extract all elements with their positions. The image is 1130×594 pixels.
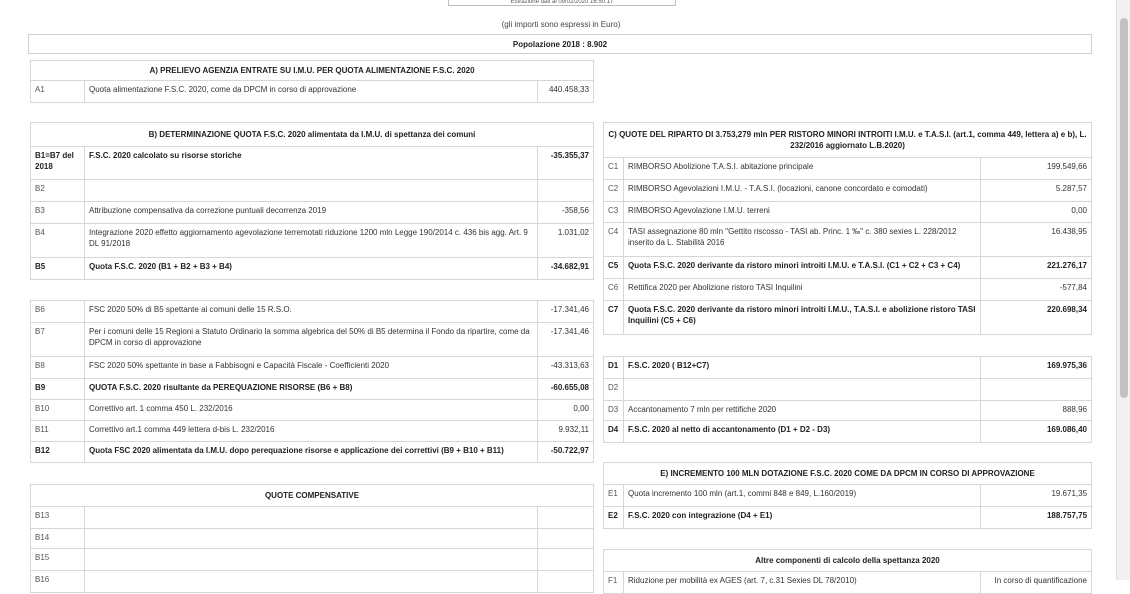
- row-value: 9.932,11: [538, 421, 594, 442]
- section-e-table: [603, 462, 1092, 529]
- row-value: 188.757,75: [981, 507, 1092, 529]
- row-description: [624, 379, 981, 401]
- row-code: B15: [31, 549, 85, 571]
- row-code: B16: [31, 571, 85, 593]
- row-value: -577,84: [981, 279, 1092, 301]
- row-value: 440.458,33: [538, 81, 594, 103]
- row-description: RIMBORSO Agevolazione I.M.U. terreni: [624, 202, 981, 223]
- row-description: F.S.C. 2020 con integrazione (D4 + E1): [624, 507, 981, 529]
- row-description: Riduzione per mobilità ex AGES (art. 7, c.31 Sexies DL 78/2010): [624, 572, 981, 594]
- row-value: 1.031,02: [538, 224, 594, 258]
- row-description: Correttivo art.1 comma 449 lettera d-bis L. 232/2016: [85, 421, 538, 442]
- row-value: 220.698,34: [981, 301, 1092, 335]
- row-description: TASI assegnazione 80 mln "Gettito riscosso - TASI ab. Princ. 1 ‰" c. 380 sexies L. 228/2012 inserito da L. Stabilità 2016: [624, 223, 981, 257]
- row-description: RIMBORSO Abolizione T.A.S.I. abitazione principale: [624, 158, 981, 180]
- row-code: E1: [604, 485, 624, 507]
- row-code: B9: [31, 379, 85, 400]
- row-description: [85, 180, 538, 202]
- row-value: -50.722,97: [538, 442, 594, 463]
- row-code: C1: [604, 158, 624, 180]
- row-value: 169.975,36: [981, 357, 1092, 379]
- section-d-table: [603, 356, 1092, 443]
- row-description: Rettifica 2020 per Abolizione ristoro TASI Inquilini: [624, 279, 981, 301]
- row-code: B12: [31, 442, 85, 463]
- row-code: C7: [604, 301, 624, 335]
- row-value: 0,00: [538, 400, 594, 421]
- extraction-date-text: Estrazione dati al 09/02/2020 16:50:17: [510, 0, 614, 5]
- row-description: QUOTA F.S.C. 2020 risultante da PEREQUAZIONE RISORSE (B6 + B8): [85, 379, 538, 400]
- row-code: E2: [604, 507, 624, 529]
- row-value: [981, 379, 1092, 401]
- row-code: D3: [604, 401, 624, 421]
- row-value: 5.287,57: [981, 180, 1092, 202]
- row-value: [538, 549, 594, 571]
- row-description: Quota incremento 100 mln (art.1, commi 848 e 849, L.160/2019): [624, 485, 981, 507]
- altre-componenti-table: [603, 549, 1092, 594]
- row-code: B7: [31, 323, 85, 357]
- section-b-title: B) DETERMINAZIONE QUOTA F.S.C. 2020 alimentata da I.M.U. di spettanza dei comuni: [31, 123, 594, 147]
- row-code: D1: [604, 357, 624, 379]
- row-value: -17.341,46: [538, 301, 594, 323]
- row-code: C2: [604, 180, 624, 202]
- section-b-table: [30, 122, 594, 463]
- row-code: B1=B7 del 2018: [31, 147, 85, 180]
- section-a-table: [30, 60, 594, 103]
- row-code: C4: [604, 223, 624, 257]
- row-value: 888,96: [981, 401, 1092, 421]
- population-header: Popolazione 2018 : 8.902: [28, 34, 1092, 54]
- row-description: Correttivo art. 1 comma 450 L. 232/2016: [85, 400, 538, 421]
- row-code: B10: [31, 400, 85, 421]
- extraction-date-box: [448, 0, 676, 6]
- row-code: B3: [31, 202, 85, 224]
- row-value: 16.438,95: [981, 223, 1092, 257]
- row-value: 221.276,17: [981, 257, 1092, 279]
- row-description: F.S.C. 2020 calcolato su risorse storiche: [85, 147, 538, 180]
- row-description: Attribuzione compensativa da correzione puntuali decorrenza 2019: [85, 202, 538, 224]
- quote-compensative-title: QUOTE COMPENSATIVE: [31, 485, 594, 507]
- row-description: Per i comuni delle 15 Regioni a Statuto Ordinario la somma algebrica del 50% di B5 determina il Fondo da ripartire, come da DPCM in corso di approvazione: [85, 323, 538, 357]
- row-code: B2: [31, 180, 85, 202]
- row-code: C3: [604, 202, 624, 223]
- row-description: Integrazione 2020 effetto aggiornamento agevolazione terremotati riduzione 1200 mln Legge 190/2014 c. 436 bis agg. Art. 9 DL 91/2018: [85, 224, 538, 258]
- row-description: Quota F.S.C. 2020 derivante da ristoro minori introiti I.M.U., T.A.S.I. e abolizione ristoro TASI Inquilini (C5 + C6): [624, 301, 981, 335]
- row-description: [85, 549, 538, 571]
- row-code: B11: [31, 421, 85, 442]
- row-description: Accantonamento 7 mln per rettifiche 2020: [624, 401, 981, 421]
- row-code: B4: [31, 224, 85, 258]
- vertical-scrollbar[interactable]: [1116, 0, 1130, 580]
- row-value: [538, 507, 594, 529]
- currency-note: (gli importi sono espressi in Euro): [501, 20, 621, 29]
- row-description: [85, 507, 538, 529]
- section-c-title: C) QUOTE DEL RIPARTO DI 3.753,279 mln PER RISTORO MINORI INTROITI I.M.U. e T.A.S.I. (art.1, comma 449, lettera a) e b), L. 232/2016 aggiornato L.B.2020): [604, 123, 1092, 158]
- row-code: C5: [604, 257, 624, 279]
- section-e-title: E) INCREMENTO 100 MLN DOTAZIONE F.S.C. 2020 COME DA DPCM IN CORSO DI APPROVAZIONE: [604, 463, 1092, 485]
- row-description: FSC 2020 50% spettante in base a Fabbisogni e Capacità Fiscale - Coefficienti 2020: [85, 357, 538, 379]
- row-code: B13: [31, 507, 85, 529]
- row-value: -34.682,91: [538, 258, 594, 280]
- row-description: RIMBORSO Agevolazioni I.M.U. - T.A.S.I. (locazioni, canone concordato e comodati): [624, 180, 981, 202]
- row-value: [538, 571, 594, 593]
- row-value: -358,56: [538, 202, 594, 224]
- row-description: Quota FSC 2020 alimentata da I.M.U. dopo perequazione risorse e applicazione dei correttivi (B9 + B10 + B11): [85, 442, 538, 463]
- row-description: F.S.C. 2020 al netto di accantonamento (D1 + D2 - D3): [624, 421, 981, 443]
- row-code: A1: [31, 81, 85, 103]
- row-description: Quota alimentazione F.S.C. 2020, come da DPCM in corso di approvazione: [85, 81, 538, 103]
- row-value: 199.549,66: [981, 158, 1092, 180]
- row-description: Quota F.S.C. 2020 derivante da ristoro minori introiti I.M.U. e T.A.S.I. (C1 + C2 + C3 + C4): [624, 257, 981, 279]
- row-code: D4: [604, 421, 624, 443]
- row-value: [538, 529, 594, 549]
- row-description: FSC 2020 50% di B5 spettante ai comuni delle 15 R.S.O.: [85, 301, 538, 323]
- scrollbar-thumb[interactable]: [1120, 18, 1128, 398]
- row-value: 19.671,35: [981, 485, 1092, 507]
- row-value: -35.355,37: [538, 147, 594, 180]
- quote-compensative-table: [30, 484, 594, 593]
- row-code: B6: [31, 301, 85, 323]
- row-code: D2: [604, 379, 624, 401]
- row-code: B14: [31, 529, 85, 549]
- row-value: -43.313,63: [538, 357, 594, 379]
- row-description: [85, 529, 538, 549]
- row-description: F.S.C. 2020 ( B12+C7): [624, 357, 981, 379]
- row-description: Quota F.S.C. 2020 (B1 + B2 + B3 + B4): [85, 258, 538, 280]
- section-c-table: [603, 122, 1092, 335]
- section-a-title: A) PRELIEVO AGENZIA ENTRATE SU I.M.U. PER QUOTA ALIMENTAZIONE F.S.C. 2020: [31, 61, 594, 81]
- row-code: B8: [31, 357, 85, 379]
- row-value: [538, 180, 594, 202]
- row-value: -60.655,08: [538, 379, 594, 400]
- spacer: [31, 280, 594, 301]
- row-value: 169.086,40: [981, 421, 1092, 443]
- row-description: [85, 571, 538, 593]
- row-code: C6: [604, 279, 624, 301]
- row-value: In corso di quantificazione: [981, 572, 1092, 594]
- row-code: F1: [604, 572, 624, 594]
- row-code: B5: [31, 258, 85, 280]
- altre-componenti-title: Altre componenti di calcolo della spettanza 2020: [604, 550, 1092, 572]
- row-value: -17.341,46: [538, 323, 594, 357]
- row-value: 0,00: [981, 202, 1092, 223]
